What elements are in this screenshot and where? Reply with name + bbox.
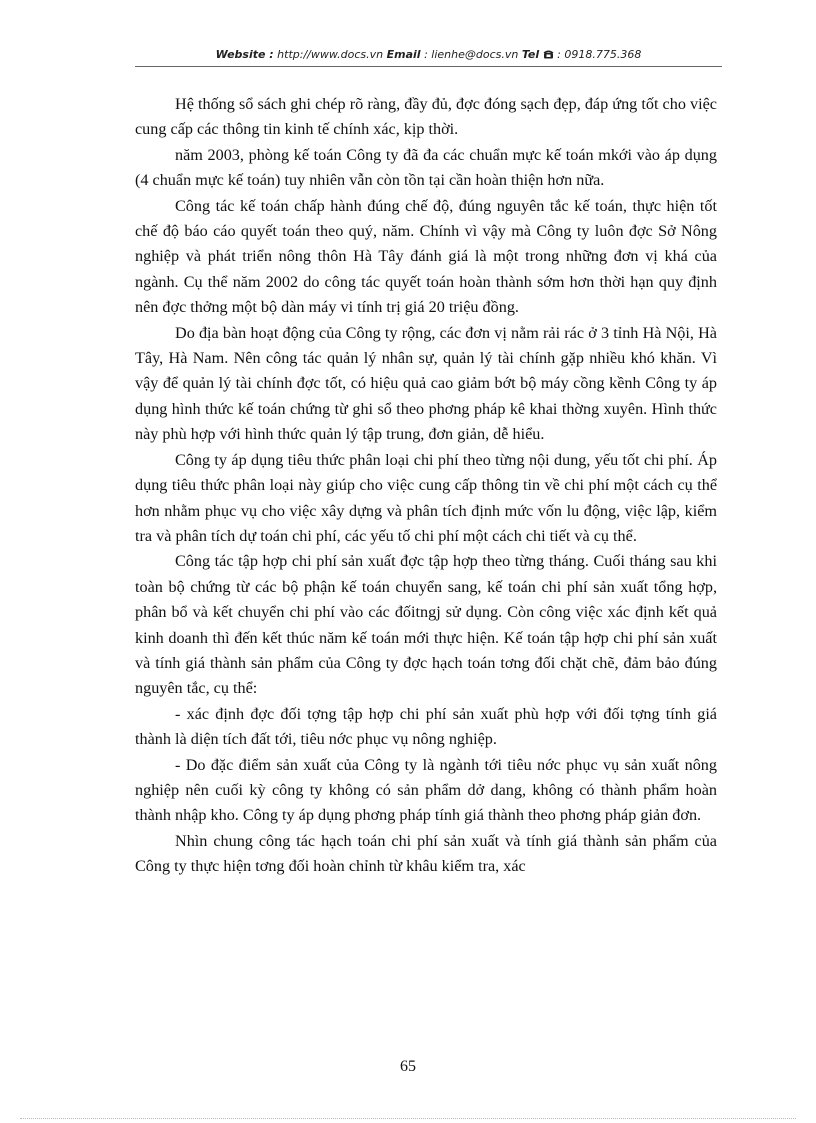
page-bottom-divider [20, 1118, 796, 1119]
paragraph: Nhìn chung công tác hạch toán chi phí sản xuất và tính giá thành sản phẩm của Công ty thực hiện tơng đối hoàn chỉnh từ khâu kiểm tra, xác [135, 831, 717, 876]
email-address[interactable]: : lienhe@docs.vn [424, 48, 519, 61]
paragraph: năm 2003, phòng kế toán Công ty đã đa các chuẩn mực kế toán mkới vào áp dụng (4 chuẩn mực kế toán) tuy nhiên vẫn còn tồn tại cần hoàn thiện hơn nữa. [135, 145, 717, 190]
page-number: 65 [400, 1058, 416, 1075]
paragraph: - Do đặc điểm sản xuất của Công ty là ngành tới tiêu nớc phục vụ sản xuất nông nghiệp nên cuối kỳ công ty không có sản phẩm dở dang, không có thành phẩm hoàn thành nhập kho. Công ty áp dụng phơng pháp tính giá thành theo phơng pháp giản đơn. [135, 755, 717, 825]
paragraph: - xác định đợc đối tợng tập hợp chi phí sản xuất phù hợp với đối tợng tính giá thành là diện tích đất tới, tiêu nớc phục vụ nông nghiệp. [135, 704, 717, 749]
body-text [135, 92, 717, 880]
tel-number: : 0918.775.368 [557, 48, 642, 61]
tel-label: Tel [521, 48, 540, 61]
paragraph: Công tác kế toán chấp hành đúng chế độ, đúng nguyên tắc kế toán, thực hiện tốt chế độ báo cáo quyết toán theo quý, năm. Chính vì vậy mà Công ty luôn đợc Sở Nông nghiệp và phát triển nông thôn Hà Tây đánh giá là một trong những đơn vị khá của ngành. Cụ thể năm 2002 do công tác quyết toán hoàn thành sớm hơn thời hạn quy định nên đợc thởng một bộ dàn máy vi tính trị giá 20 triệu đồng. [135, 196, 717, 317]
paragraph: Hệ thống sổ sách ghi chép rõ ràng, đầy đủ, đợc đóng sạch đẹp, đáp ứng tốt cho việc cung cấp các thông tin kinh tế chính xác, kịp thời. [135, 95, 717, 139]
website-url[interactable]: http://www.docs.vn [277, 48, 384, 61]
header-divider [135, 66, 722, 67]
page-header [135, 48, 722, 61]
paragraph: Công tác tập hợp chi phí sản xuất đợc tập hợp theo từng tháng. Cuối tháng sau khi toàn bộ chứng từ các bộ phận kế toán chuyển sang, kế toán chi phí sản xuất tổng hợp, phân bổ và kết chuyển chi phí vào các đốitngj sử dụng. Còn công việc xác định kết quả kinh doanh thì đến kết thúc năm kế toán mới thực hiện. Kế toán tập hợp chi phí sản xuất và tính giá thành sản phẩm của Công ty đợc hạch toán tơng đối chặt chẽ, đảm bảo đúng nguyên tắc, cụ thể: [135, 552, 717, 698]
paragraph: Do địa bàn hoạt động của Công ty rộng, các đơn vị nằm rải rác ở 3 tỉnh Hà Nội, Hà Tây, Hà Nam. Nên công tác quản lý nhân sự, quản lý tài chính gặp nhiều khó khăn. Vì vậy để quản lý tài chính đợc tốt, có hiệu quả cao giảm bớt bộ máy cồng kềnh Công ty áp dụng hình thức kế toán chứng từ ghi sổ theo phơng pháp kê khai thờng xuyên. Hình thức này phù hợp với hình thức quản lý tập trung, đơn giản, dễ hiểu. [135, 323, 717, 444]
phone-icon [543, 49, 554, 59]
paragraph: Công ty áp dụng tiêu thức phân loại chi phí theo từng nội dung, yếu tốt chi phí. Áp dụng tiêu thức phân loại này giúp cho việc cung cấp thông tin về chi phí một cách cụ thể hơn nhằm phục vụ cho việc xây dựng và phân tích định mức vốn lu động, việc lập, kiểm tra và phân tích dự toán chi phí, các yếu tố chi phí một cách chi tiết và cụ thể. [135, 450, 717, 545]
website-label: Website : [215, 48, 274, 61]
email-label: Email [386, 48, 421, 61]
